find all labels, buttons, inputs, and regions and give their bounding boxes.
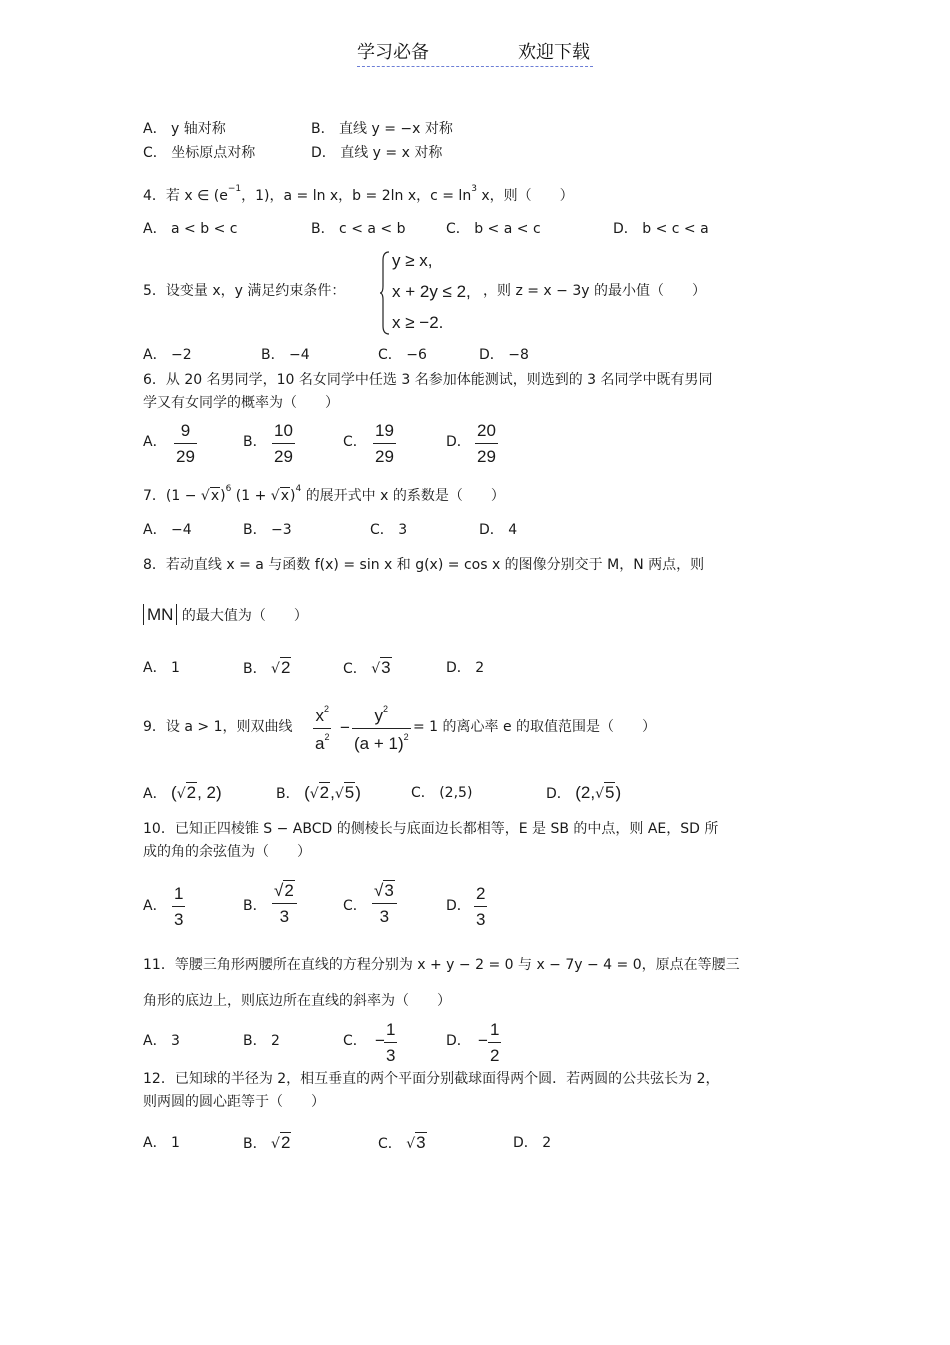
q9-option-b: B． (√2,√5): [276, 783, 361, 802]
q6-line-1: 6．从 20 名男同学，10 名女同学中任选 3 名参加体能测试，则选到的 3 名同学中既有男同: [143, 372, 713, 388]
q4-option-c: C． b < a < c: [446, 221, 541, 237]
q7-stem: 7．$(1 - √x)^6$ $(1 + √x)^4$ 的展开式中 x 的系数是（ ）: [143, 484, 505, 504]
q6-option-c-label: C．: [343, 434, 367, 450]
q10-option-d-fraction: 2 3: [476, 884, 486, 929]
q4-option-a: A． a < b < c: [143, 221, 238, 237]
q11-line-1: 11．等腰三角形两腰所在直线的方程分别为 x + y − 2 = 0 与 x − 7y − 4 = 0，原点在等腰三: [143, 957, 740, 973]
q3-option-a: A． y 轴对称: [143, 121, 226, 137]
q11-option-c-label: C．: [343, 1033, 367, 1049]
q6-option-b-label: B．: [243, 434, 267, 450]
q6-option-b-fraction: 10 29: [274, 421, 293, 466]
q10-option-a-fraction: 1 3: [174, 884, 184, 929]
q10-option-c-fraction: √3 3: [372, 882, 397, 925]
q5-option-c: C． −6: [378, 347, 427, 363]
q10-line-1: 10．已知正四棱锥 S − ABCD 的侧棱长与底面边长都相等，E 是 SB 的中点，则 AE，SD 所: [143, 821, 719, 837]
q5-brace: [379, 250, 391, 336]
q9-option-a: A． (√2, 2): [143, 783, 222, 802]
q9-post: = 1 的离心率 e 的取值范围是（ ）: [413, 719, 657, 735]
q9-option-d: D． (2,√5): [546, 783, 622, 802]
q7-option-c: C． 3: [370, 522, 408, 538]
q11-option-b: B． 2: [243, 1033, 280, 1049]
q6-option-c-fraction: 19 29: [375, 421, 394, 466]
q3-option-d: D． 直线 y = x 对称: [311, 145, 443, 161]
q6-option-a-label: A．: [143, 434, 167, 450]
q11-option-c-sign: −: [375, 1031, 385, 1050]
q8-option-d: D． 2: [446, 660, 485, 676]
q10-option-a-label: A．: [143, 898, 167, 914]
q7-option-b: B． −3: [243, 522, 292, 538]
q8-option-a: A． 1: [143, 660, 180, 676]
q10-option-b-label: B．: [243, 898, 267, 914]
q12-line-1: 12．已知球的半径为 2，相互垂直的两个平面分别截球面得两个圆．若两圆的公共弦长为 2，: [143, 1071, 720, 1087]
q8-option-c: C． √3: [343, 658, 391, 677]
q9-option-c: C． (2,5): [411, 785, 473, 801]
header-divider: [357, 66, 593, 67]
q4-option-b: B． c < a < b: [311, 221, 406, 237]
q12-line-2: 则两圆的圆心距等于（ ）: [143, 1094, 325, 1110]
q5-option-d: D． −8: [479, 347, 529, 363]
q4-option-d: D． b < c < a: [613, 221, 709, 237]
q6-option-a-fraction: 9 29: [176, 421, 195, 466]
q11-line-2: 角形的底边上，则底边所在直线的斜率为（ ）: [143, 993, 451, 1009]
q9-minus: −: [340, 718, 350, 737]
header-left: 学习必备: [357, 42, 429, 63]
q11-option-d-sign: −: [478, 1031, 488, 1050]
q6-line-2: 学又有女同学的概率为（ ）: [143, 395, 339, 411]
q5-option-a: A． −2: [143, 347, 192, 363]
q9-pre: 9．设 a > 1，则双曲线: [143, 719, 293, 735]
q11-option-d-label: D．: [446, 1033, 471, 1049]
q3-option-b: B． 直线 y = −x 对称: [311, 121, 453, 137]
q7-option-d: D． 4: [479, 522, 518, 538]
q5-stem: 5．设变量 x，y 满足约束条件：: [143, 283, 346, 299]
q6-option-d-fraction: 20 29: [477, 421, 496, 466]
q12-option-b: B． √2: [243, 1133, 291, 1152]
q5-option-b: B． −4: [261, 347, 310, 363]
q9-fraction-2: $y^2$ $(a + 1)^2$: [354, 704, 409, 753]
q3-option-c: C． 坐标原点对称: [143, 145, 256, 161]
header-right: 欢迎下载: [518, 42, 590, 63]
q5-condition-3: x ≥ −2.: [392, 313, 444, 332]
q8-abs-mn: MN: [143, 604, 177, 625]
q11-option-a: A． 3: [143, 1033, 180, 1049]
q12-option-a: A． 1: [143, 1135, 180, 1151]
q7-option-a: A． −4: [143, 522, 192, 538]
q9-fraction-1: $x^2$ $a^2$: [315, 704, 330, 753]
q12-option-d: D． 2: [513, 1135, 552, 1151]
q5-tail: ，则 z = x − 3y 的最小值（ ）: [483, 283, 706, 299]
q11-option-d-fraction: 1 2: [490, 1020, 500, 1065]
q11-option-c-fraction: 1 3: [386, 1020, 396, 1065]
q8-option-b: B． √2: [243, 658, 291, 677]
q5-condition-2: x + 2y ≤ 2,: [392, 282, 471, 301]
q10-option-d-label: D．: [446, 898, 471, 914]
q12-option-c: C． √3: [378, 1133, 426, 1152]
q10-option-b-fraction: √2 3: [272, 882, 297, 925]
q6-option-d-label: D．: [446, 434, 471, 450]
q5-condition-1: y ≥ x,: [392, 251, 433, 270]
q8-line-1: 8．若动直线 x = a 与函数 f(x) = sin x 和 g(x) = cos x 的图像分别交于 M，N 两点，则: [143, 557, 705, 573]
q10-option-c-label: C．: [343, 898, 367, 914]
q10-line-2: 成的角的余弦值为（ ）: [143, 844, 311, 860]
q4-stem: 4．若 x ∈ ($e^{-1}$，1)，a = ln x，b = 2ln x，$c = \ln^3 x$，则（ ）: [143, 184, 574, 204]
q8-line-2: MN 的最大值为（ ）: [143, 606, 308, 623]
